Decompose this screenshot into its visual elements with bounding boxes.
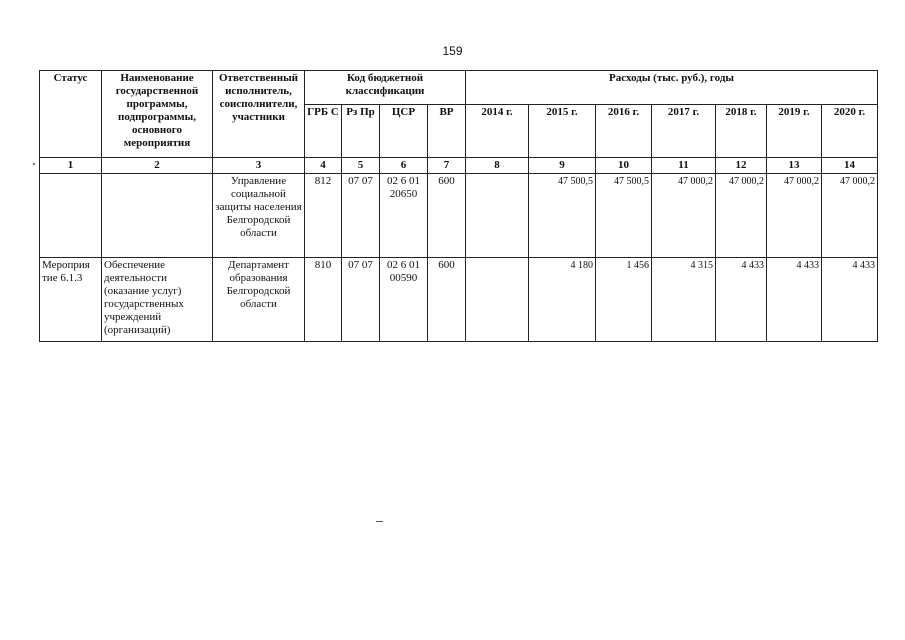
row-vr: 600 (428, 174, 466, 258)
column-number: 13 (767, 158, 822, 174)
budget-table (39, 70, 878, 342)
header-year: 2020 г. (822, 105, 878, 158)
row-value: 47 000,2 (767, 174, 822, 258)
header-year: 2016 г. (596, 105, 652, 158)
header-year: 2018 г. (716, 105, 767, 158)
header-year: 2019 г. (767, 105, 822, 158)
table-row (40, 258, 878, 342)
header-year: 2014 г. (466, 105, 529, 158)
column-number: 5 (342, 158, 380, 174)
header-csr: ЦСР (380, 105, 428, 158)
row-value: 47 000,2 (716, 174, 767, 258)
row-value: 4 433 (716, 258, 767, 342)
row-vr: 600 (428, 258, 466, 342)
column-number: 12 (716, 158, 767, 174)
column-number: 3 (213, 158, 305, 174)
row-value: 4 433 (767, 258, 822, 342)
row-value: 47 000,2 (652, 174, 716, 258)
row-value (466, 174, 529, 258)
header-status: Статус (40, 71, 102, 158)
column-number: 11 (652, 158, 716, 174)
row-executor: Управление социальной защиты населения Белгородской области (213, 174, 305, 258)
column-number: 9 (529, 158, 596, 174)
page-number: 159 (442, 44, 463, 58)
row-status: Мероприя тие 6.1.3 (40, 258, 102, 342)
row-csr: 02 6 01 00590 (380, 258, 428, 342)
row-value: 47 500,5 (529, 174, 596, 258)
header-expenses: Расходы (тыс. руб.), годы (466, 71, 878, 105)
row-executor: Департамент образования Белгородской области (213, 258, 305, 342)
row-value: 4 433 (822, 258, 878, 342)
row-rzpr: 07 07 (342, 258, 380, 342)
scan-dash-mark (376, 521, 383, 522)
header-grbs: ГРБ С (305, 105, 342, 158)
table-row (40, 174, 878, 258)
row-value: 47 500,5 (596, 174, 652, 258)
header-year: 2015 г. (529, 105, 596, 158)
scan-speck (33, 163, 35, 165)
column-number: 14 (822, 158, 878, 174)
column-number: 7 (428, 158, 466, 174)
column-number: 6 (380, 158, 428, 174)
column-number: 2 (102, 158, 213, 174)
row-value: 4 315 (652, 258, 716, 342)
column-number: 4 (305, 158, 342, 174)
row-csr: 02 6 01 20650 (380, 174, 428, 258)
row-name (102, 174, 213, 258)
column-number-row (40, 158, 878, 174)
row-value: 47 000,2 (822, 174, 878, 258)
column-number: 1 (40, 158, 102, 174)
row-status (40, 174, 102, 258)
header-name: Наименование государственной программы, подпрограммы, основного мероприятия (102, 71, 213, 158)
row-rzpr: 07 07 (342, 174, 380, 258)
row-grbs: 810 (305, 258, 342, 342)
row-value: 1 456 (596, 258, 652, 342)
header-year: 2017 г. (652, 105, 716, 158)
column-number: 8 (466, 158, 529, 174)
header-rzpr: Рз Пр (342, 105, 380, 158)
header-budget-code: Код бюджетной классификации (305, 71, 466, 105)
header-vr: ВР (428, 105, 466, 158)
row-value (466, 258, 529, 342)
header-executor: Ответственный исполнитель, соисполнители, участники (213, 71, 305, 158)
row-grbs: 812 (305, 174, 342, 258)
column-number: 10 (596, 158, 652, 174)
row-name: Обеспечение деятельности (оказание услуг) государственных учреждений (организаций) (102, 258, 213, 342)
row-value: 4 180 (529, 258, 596, 342)
